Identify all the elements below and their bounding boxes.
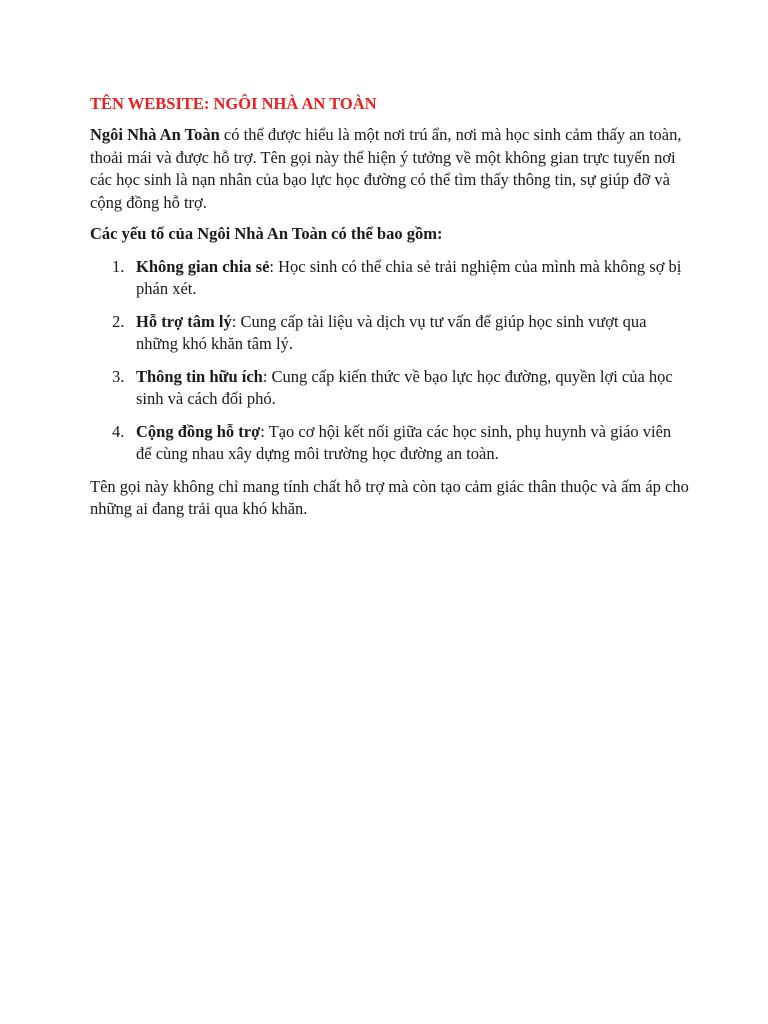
closing-paragraph: Tên gọi này không chỉ mang tính chất hỗ trợ mà còn tạo cảm giác thân thuộc và ấm áp cho những ai đang trải qua khó khăn. [90, 476, 689, 518]
elements-list [90, 256, 690, 466]
list-item-text: : Cung cấp kiến thức về bạo lực học đường, quyền lợi của học sinh và cách đối phó. [136, 366, 673, 408]
intro-paragraph [90, 124, 690, 214]
list-item [90, 256, 690, 301]
list-item-text: : Tạo cơ hội kết nối giữa các học sinh, phụ huynh và giáo viên để cùng nhau xây dựng môi trường học đường an toàn. [136, 421, 672, 463]
list-item-number: 3. [112, 366, 125, 386]
list-item-term: Không gian chia sẻ [136, 256, 270, 276]
list-item-text: : Học sinh có thể chia sẻ trải nghiệm của mình mà không sợ bị phán xét. [136, 256, 682, 298]
document-page [90, 93, 690, 530]
subheading: Các yếu tố của Ngôi Nhà An Toàn có thể bao gồm: [90, 224, 443, 243]
intro-text: có thể được hiểu là một nơi trú ẩn, nơi mà học sinh cảm thấy an toàn, thoải mái và được hỗ trợ. Tên gọi này thể hiện ý tưởng về một không gian trực tuyến nơi các học sinh là nạn nhân của bạo lực học đường có thể tìm thấy thông tin, sự giúp đỡ và cộng đồng hỗ trợ. [90, 125, 682, 212]
document-title: TÊN WEBSITE: NGÔI NHÀ AN TOÀN [90, 94, 377, 113]
list-item [90, 366, 690, 411]
list-item-term: Cộng đồng hỗ trợ [136, 421, 261, 441]
list-item [90, 421, 690, 466]
list-item-number: 2. [112, 311, 125, 331]
list-item-term: Thông tin hữu ích [136, 366, 263, 386]
list-item-term: Hỗ trợ tâm lý [136, 311, 232, 331]
list-item [90, 311, 690, 356]
list-item-text: : Cung cấp tài liệu và dịch vụ tư vấn để giúp học sinh vượt qua những khó khăn tâm lý. [136, 311, 647, 353]
list-item-number: 4. [112, 421, 125, 441]
intro-bold-term: Ngôi Nhà An Toàn [90, 125, 220, 144]
list-item-number: 1. [112, 256, 125, 276]
